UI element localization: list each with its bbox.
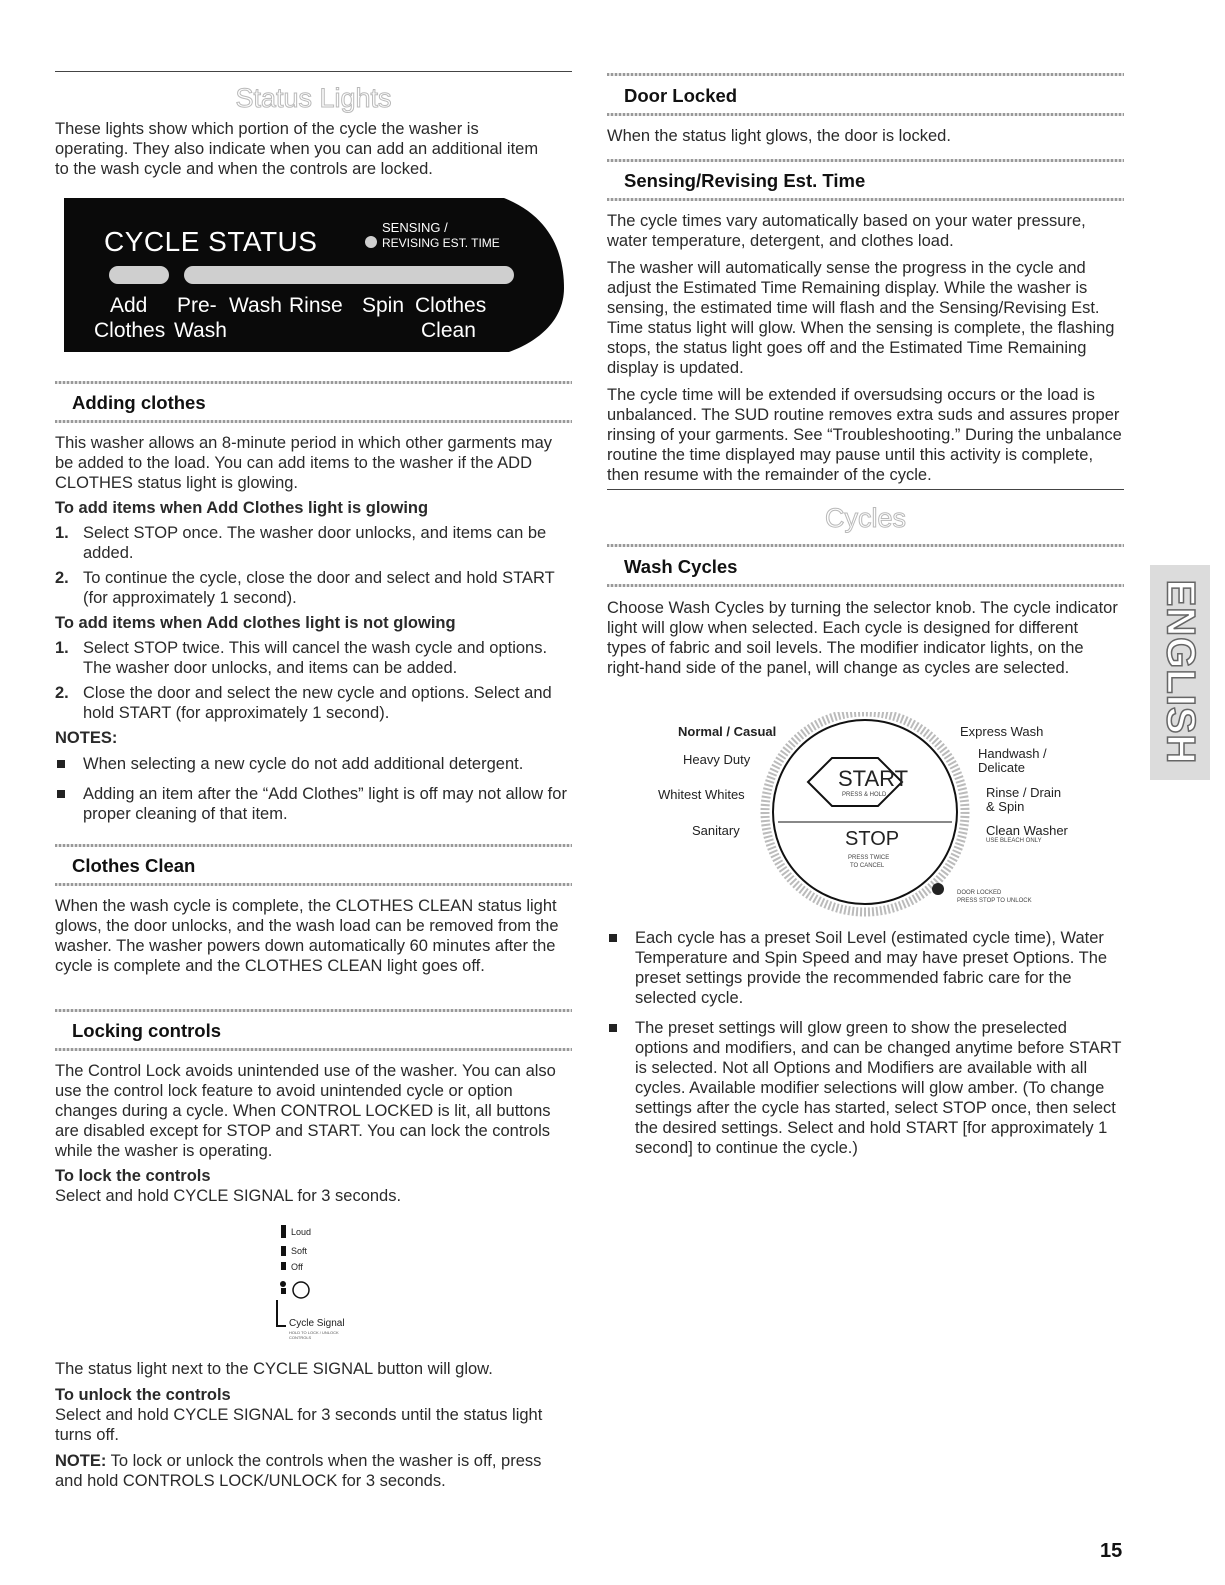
sensing-heading: Sensing/Revising Est. Time bbox=[624, 170, 866, 191]
cycle-dial-graphic bbox=[650, 712, 1070, 917]
list-item bbox=[55, 568, 570, 608]
notes-label: NOTES: bbox=[55, 729, 118, 747]
clothes-clean-heading: Clothes Clean bbox=[72, 855, 196, 876]
wash-cycles-heading: Wash Cycles bbox=[624, 556, 738, 577]
locking-controls-body: The Control Lock avoids unintended use of the washer. You can also use the control lock feature to avoid unintended cycle or option changes during a cycle. When CONTROL LOCKED is lit, all buttons are disabled except for STOP and START. You can lock the controls while the washer is operating. bbox=[55, 1062, 556, 1160]
panel-label-clothes: Clothes bbox=[415, 294, 487, 317]
steps-not-glowing bbox=[55, 638, 570, 723]
start-button[interactable]: START bbox=[838, 766, 909, 791]
panel-label-wash: Wash bbox=[229, 294, 282, 317]
page-number: 15 bbox=[1100, 1540, 1123, 1562]
signal-level-soft: Soft bbox=[291, 1246, 308, 1256]
dial-sanitary: Sanitary bbox=[692, 823, 740, 838]
panel-label-pre: Pre- bbox=[177, 294, 217, 317]
unlock-controls-label: To unlock the controls bbox=[55, 1386, 231, 1404]
sensing-p2: The washer will automatically sense the progress in the cycle and adjust the Estimated Time Remaining display. While the washer is sensing, the estimated time will flash and the Sensing/Revising Est. Time status light will glow. When the sensing is complete, the flashing stops, the status light goes off and the Estimated Time Remaining display is updated. bbox=[607, 259, 1115, 377]
dial-clean-washer: Clean Washer bbox=[986, 823, 1068, 838]
panel-label-wash-2: Wash bbox=[174, 319, 227, 342]
notes-list bbox=[55, 754, 570, 824]
cycle-status-panel bbox=[64, 198, 564, 352]
dial-heavy-duty: Heavy Duty bbox=[683, 752, 751, 767]
step-number: 2. bbox=[55, 569, 69, 587]
cycle-status-title: CYCLE STATUS bbox=[104, 226, 318, 257]
step-text: Select STOP once. The washer door unlocks, and items can be added. bbox=[83, 524, 547, 562]
locking-rule-top bbox=[55, 1009, 572, 1012]
bullet-text: The preset settings will glow green to show the preselected options and modifiers, and can be changed anytime before START is selected. Not all Options and Modifiers are available with all cycles. Available modifier selections will glow amber. (To change settings after the cycle has started, select STOP once, then select the desired settings. Select and hold START [for approximately 1 second] to continue the cycle.) bbox=[635, 1019, 1122, 1157]
wash-cycles-body: Choose Wash Cycles by turning the selector knob. The cycle indicator light will glow when selected. Each cycle is designed for different types of fabric and soil levels. The modifier indicator lights, on the right-hand side of the panel, will change as cycles are selected. bbox=[607, 599, 1118, 677]
steps-glowing bbox=[55, 523, 570, 608]
adding-clothes-heading: Adding clothes bbox=[72, 392, 206, 413]
dial-normal-casual: Normal / Casual bbox=[678, 724, 777, 739]
step-number: 2. bbox=[55, 684, 69, 702]
english-side-tab bbox=[1150, 565, 1210, 780]
note-text: Adding an item after the “Add Clothes” light is off may not allow for proper cleaning of that item. bbox=[83, 785, 567, 823]
off-note bbox=[55, 1451, 555, 1491]
cycle-signal-sublabel: HOLD TO LOCK / UNLOCK CONTROLS bbox=[289, 1330, 339, 1340]
sensing-rule-bottom bbox=[607, 198, 1124, 201]
locking-section bbox=[55, 1061, 570, 1206]
note-text: When selecting a new cycle do not add additional detergent. bbox=[83, 755, 524, 773]
signal-level-loud: Loud bbox=[291, 1227, 312, 1237]
door-locked-rule-bottom bbox=[607, 113, 1124, 116]
sensing-label-1: SENSING / bbox=[382, 220, 448, 235]
status-lights-intro: These lights show which portion of the cycle the washer is operating. They also indicate when you can add an additional item to the wash cycle and when the controls are locked. bbox=[55, 120, 539, 178]
stop-button[interactable]: STOP bbox=[845, 828, 900, 850]
door-locked-indicator-1: DOOR LOCKED bbox=[957, 890, 1002, 896]
adding-clothes-body: This washer allows an 8-minute period in which other garments may be added to the load. You can add items to the washer if the ADD CLOTHES status light is glowing. bbox=[55, 434, 553, 492]
status-lights-title: Status Lights bbox=[235, 83, 392, 113]
start-sublabel: PRESS & HOLD bbox=[842, 792, 887, 798]
clothes-clean-body: When the wash cycle is complete, the CLOTHES CLEAN status light glows, the door unlocks, and the wash load can be removed from the washer. The washer powers down automatically 60 minutes after the cycle is complete and the CLOTHES CLEAN light goes off. bbox=[55, 897, 559, 975]
locking-rule-bottom bbox=[55, 1048, 572, 1051]
note-text: To lock or unlock the controls when the washer is off, press and hold CONTROLS LOCK/UNLOCK for 3 seconds. bbox=[55, 1452, 542, 1490]
step-text: Close the door and select the new cycle and options. Select and hold START (for approximately 1 second). bbox=[83, 684, 552, 722]
door-locked-heading: Door Locked bbox=[624, 85, 738, 106]
lock-controls-text: Select and hold CYCLE SIGNAL for 3 seconds. bbox=[55, 1187, 402, 1205]
sensing-p3: The cycle time will be extended if oversudsing occurs or the load is unbalanced. The SUD routine removes extra suds and assures proper rinsing of your garments. See “Troubleshooting.” During the unbalance routine the time displayed may pause until this activity is complete, then resume with the remainder of the cycle. bbox=[607, 386, 1122, 484]
bullet-square-icon bbox=[609, 934, 617, 942]
locking-after-section bbox=[55, 1359, 555, 1491]
adding-clothes-rule-top bbox=[55, 381, 572, 384]
step-number: 1. bbox=[55, 639, 69, 657]
unlock-controls-text: Select and hold CYCLE SIGNAL for 3 seconds until the status light turns off. bbox=[55, 1406, 543, 1444]
list-item bbox=[55, 784, 570, 824]
panel-label-add: Add bbox=[110, 294, 148, 317]
panel-label-clothes-2: Clothes bbox=[94, 319, 166, 342]
list-item bbox=[55, 638, 570, 678]
signal-level-off: Off bbox=[291, 1262, 303, 1272]
lock-controls-label: To lock the controls bbox=[55, 1167, 211, 1185]
panel-label-rinse: Rinse bbox=[289, 294, 343, 317]
cycles-bullets-section bbox=[607, 928, 1122, 1168]
cycle-signal-illustration bbox=[260, 1222, 380, 1342]
adding-clothes-sub1: To add items when Add Clothes light is glowing bbox=[55, 499, 429, 517]
cycle-signal-glow-text: The status light next to the CYCLE SIGNAL button will glow. bbox=[55, 1360, 493, 1378]
note-label: NOTE: bbox=[55, 1452, 107, 1470]
list-item bbox=[55, 683, 570, 723]
bullet-text: Each cycle has a preset Soil Level (estimated cycle time), Water Temperature and Spin Speed and may have preset Options. The preset settings provide the recommended fabric care for the selected cycle. bbox=[635, 929, 1108, 1007]
clothes-clean-rule-top bbox=[55, 844, 572, 847]
stop-sublabel-2: TO CANCEL bbox=[850, 863, 885, 869]
bullet-square-icon bbox=[57, 760, 65, 768]
dial-handwash: Handwash / bbox=[978, 746, 1047, 761]
panel-label-spin: Spin bbox=[362, 294, 405, 317]
sensing-p1: The cycle times vary automatically based on your water pressure, water temperature, detergent, and clothes load. bbox=[607, 212, 1086, 250]
sensing-label-2: REVISING EST. TIME bbox=[382, 236, 500, 250]
adding-clothes-rule-bottom bbox=[55, 420, 572, 423]
bullet-square-icon bbox=[609, 1024, 617, 1032]
english-tab-text: ENGLISH bbox=[1158, 579, 1203, 765]
list-item bbox=[607, 1018, 1122, 1158]
adding-clothes-section bbox=[55, 433, 570, 834]
list-item bbox=[607, 928, 1122, 1008]
door-locked-rule-top bbox=[607, 73, 1124, 76]
cycles-bullets bbox=[607, 928, 1122, 1158]
stop-sublabel-1: PRESS TWICE bbox=[848, 855, 890, 861]
step-number: 1. bbox=[55, 524, 69, 542]
cycles-top-rule bbox=[607, 489, 1124, 490]
wash-cycles-rule-bottom bbox=[607, 584, 1124, 587]
dial-express-wash: Express Wash bbox=[960, 724, 1044, 739]
sensing-rule-top bbox=[607, 159, 1124, 162]
door-locked-indicator-2: PRESS STOP TO UNLOCK bbox=[957, 898, 1032, 904]
wash-cycles-rule-top bbox=[607, 544, 1124, 547]
dial-delicate: Delicate bbox=[978, 760, 1025, 775]
step-text: Select STOP twice. This will cancel the wash cycle and options. The washer door unlocks, and items can be added. bbox=[83, 639, 548, 677]
dial-whitest-whites: Whitest Whites bbox=[658, 787, 745, 802]
clothes-clean-rule-bottom bbox=[55, 883, 572, 886]
cycle-dial-illustration bbox=[650, 712, 1070, 917]
panel-label-clean: Clean bbox=[421, 319, 476, 342]
list-item bbox=[55, 754, 570, 774]
locking-controls-heading: Locking controls bbox=[72, 1020, 222, 1041]
bullet-square-icon bbox=[57, 790, 65, 798]
dial-clean-washer-sub: USE BLEACH ONLY bbox=[986, 838, 1042, 844]
list-item bbox=[55, 523, 570, 563]
dial-rinse-drain: Rinse / Drain bbox=[986, 785, 1062, 800]
cycle-signal-label: Cycle Signal bbox=[289, 1318, 345, 1329]
door-locked-body: When the status light glows, the door is locked. bbox=[607, 127, 951, 145]
sensing-section bbox=[607, 211, 1124, 485]
top-rule-left bbox=[55, 71, 572, 72]
step-text: To continue the cycle, close the door and select and hold START (for approximately 1 second). bbox=[83, 569, 555, 607]
adding-clothes-sub2: To add items when Add clothes light is not glowing bbox=[55, 614, 456, 632]
dial-spin: & Spin bbox=[986, 799, 1025, 814]
cycles-title: Cycles bbox=[824, 503, 906, 533]
